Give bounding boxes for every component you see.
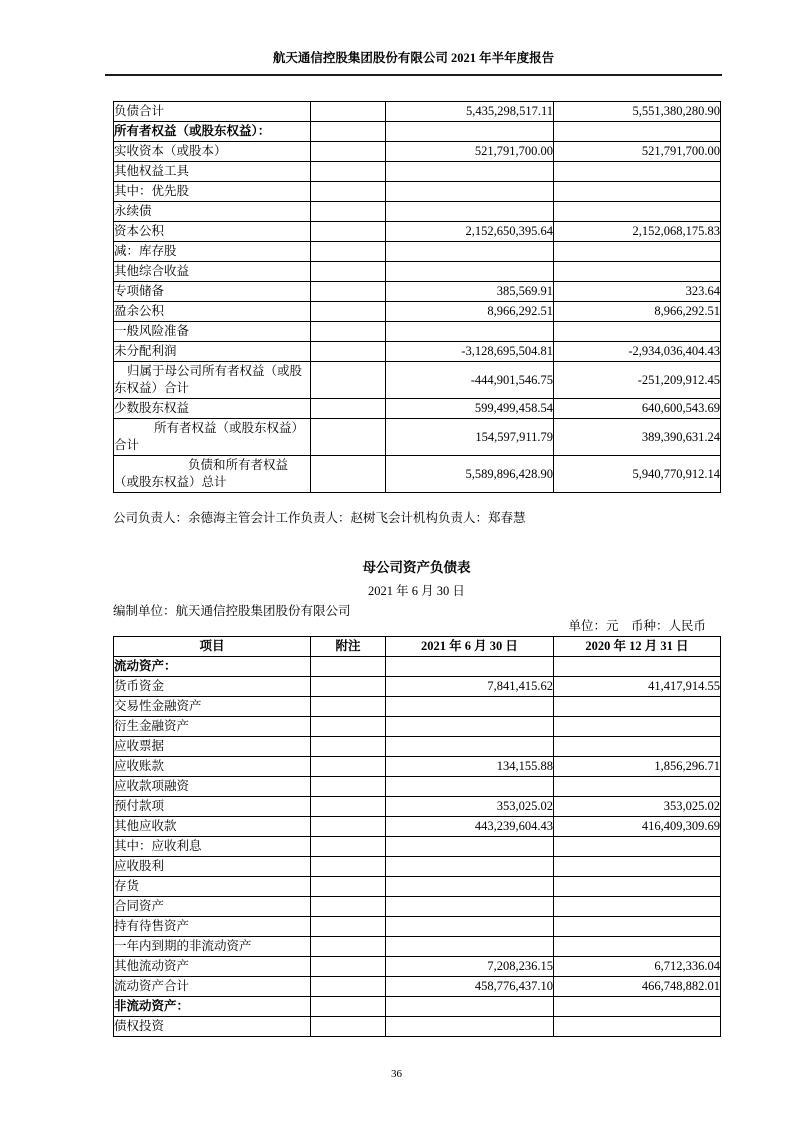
value-cell: 521,791,700.00 (554, 142, 721, 162)
value-cell: 6,712,336.04 (554, 957, 721, 977)
table-row (114, 262, 721, 282)
value-cell: 353,025.02 (386, 797, 554, 817)
note-cell (311, 817, 386, 837)
item-cell: 负债合计 (114, 102, 311, 122)
value-cell: -2,934,036,404.43 (554, 342, 721, 362)
note-cell (311, 322, 386, 342)
table-row (114, 997, 721, 1017)
note-cell (311, 757, 386, 777)
table-row (114, 777, 721, 797)
consolidated-balance-sheet-continued (113, 101, 721, 493)
table-row (114, 282, 721, 302)
table-row (114, 122, 721, 142)
value-cell: 8,966,292.51 (386, 302, 554, 322)
value-cell: 521,791,700.00 (386, 142, 554, 162)
value-cell (554, 877, 721, 897)
column-header-note: 附注 (311, 637, 386, 657)
note-cell (311, 282, 386, 302)
item-cell: 少数股东权益 (114, 399, 311, 419)
value-cell: -444,901,546.75 (386, 362, 554, 399)
value-cell (386, 937, 554, 957)
item-cell: 预付款项 (114, 797, 311, 817)
item-cell: 专项储备 (114, 282, 311, 302)
note-cell (311, 677, 386, 697)
note-cell (311, 877, 386, 897)
table-row (114, 697, 721, 717)
value-cell: 443,239,604.43 (386, 817, 554, 837)
value-cell: -251,209,912.45 (554, 362, 721, 399)
value-cell: 2,152,650,395.64 (386, 222, 554, 242)
item-cell: 持有待售资产 (114, 917, 311, 937)
value-cell: 385,569.91 (386, 282, 554, 302)
item-cell: 衍生金融资产 (114, 717, 311, 737)
item-cell: 其中：优先股 (114, 182, 311, 202)
value-cell: 7,841,415.62 (386, 677, 554, 697)
value-cell (386, 877, 554, 897)
value-cell (554, 1017, 721, 1037)
value-cell (554, 697, 721, 717)
note-cell (311, 122, 386, 142)
column-header-current-period: 2021 年 6 月 30 日 (386, 637, 554, 657)
item-cell: 应收款项融资 (114, 777, 311, 797)
table-row (114, 162, 721, 182)
item-cell: 应收账款 (114, 757, 311, 777)
item-cell: 所有者权益（或股东权益）合计 (114, 419, 311, 456)
value-cell (554, 937, 721, 957)
item-cell: 存货 (114, 877, 311, 897)
value-cell: 353,025.02 (554, 797, 721, 817)
value-cell (386, 122, 554, 142)
item-cell: 所有者权益（或股东权益）： (114, 122, 311, 142)
value-cell (554, 997, 721, 1017)
note-cell (311, 399, 386, 419)
item-cell: 减：库存股 (114, 242, 311, 262)
item-cell: 资本公积 (114, 222, 311, 242)
item-cell: 其他权益工具 (114, 162, 311, 182)
item-cell: 盈余公积 (114, 302, 311, 322)
value-cell (386, 917, 554, 937)
table-row (114, 456, 721, 493)
value-cell (554, 262, 721, 282)
value-cell: 323.64 (554, 282, 721, 302)
table-row (114, 102, 721, 122)
value-cell (554, 162, 721, 182)
note-cell (311, 977, 386, 997)
table-row (114, 757, 721, 777)
responsible-persons-line: 公司负责人：余德海主管会计工作负责人：赵树飞会计机构负责人：郑春慧 (113, 511, 526, 525)
table-row (114, 657, 721, 677)
value-cell: 599,499,458.54 (386, 399, 554, 419)
value-cell (386, 997, 554, 1017)
note-cell (311, 737, 386, 757)
value-cell (386, 162, 554, 182)
note-cell (311, 857, 386, 877)
note-cell (311, 777, 386, 797)
value-cell (554, 897, 721, 917)
table-row (114, 717, 721, 737)
column-header-prior-period: 2020 年 12 月 31 日 (554, 637, 721, 657)
value-cell: 5,940,770,912.14 (554, 456, 721, 493)
value-cell (554, 857, 721, 877)
table-row (114, 937, 721, 957)
note-cell (311, 342, 386, 362)
value-cell (386, 657, 554, 677)
note-cell (311, 222, 386, 242)
item-cell: 其他流动资产 (114, 957, 311, 977)
table-row (114, 677, 721, 697)
value-cell (386, 242, 554, 262)
value-cell: 640,600,543.69 (554, 399, 721, 419)
table-row (114, 362, 721, 399)
value-cell (386, 857, 554, 877)
value-cell: 458,776,437.10 (386, 977, 554, 997)
table-row (114, 737, 721, 757)
table-row (114, 817, 721, 837)
item-cell: 债权投资 (114, 1017, 311, 1037)
value-cell (554, 322, 721, 342)
table-row (114, 419, 721, 456)
value-cell: -3,128,695,504.81 (386, 342, 554, 362)
table-row (114, 222, 721, 242)
value-cell: 41,417,914.55 (554, 677, 721, 697)
note-cell (311, 102, 386, 122)
value-cell: 2,152,068,175.83 (554, 222, 721, 242)
value-cell (554, 122, 721, 142)
note-cell (311, 162, 386, 182)
table-row (114, 302, 721, 322)
value-cell: 416,409,309.69 (554, 817, 721, 837)
item-cell: 流动资产： (114, 657, 311, 677)
item-cell: 一般风险准备 (114, 322, 311, 342)
value-cell (554, 202, 721, 222)
value-cell (386, 897, 554, 917)
value-cell (554, 777, 721, 797)
table-row (114, 202, 721, 222)
value-cell (386, 737, 554, 757)
note-cell (311, 362, 386, 399)
value-cell (386, 262, 554, 282)
table-row (114, 182, 721, 202)
item-cell: 永续债 (114, 202, 311, 222)
column-header-item: 项目 (114, 637, 311, 657)
statement-date: 2021 年 6 月 30 日 (368, 584, 465, 598)
item-cell: 其他综合收益 (114, 262, 311, 282)
item-cell: 货币资金 (114, 677, 311, 697)
table-row (114, 242, 721, 262)
value-cell: 134,155.88 (386, 757, 554, 777)
item-cell: 归属于母公司所有者权益（或股东权益）合计 (114, 362, 311, 399)
note-cell (311, 202, 386, 222)
note-cell (311, 697, 386, 717)
item-cell: 负债和所有者权益（或股东权益）总计 (114, 456, 311, 493)
note-cell (311, 419, 386, 456)
table-row (114, 977, 721, 997)
value-cell: 1,856,296.71 (554, 757, 721, 777)
parent-company-balance-sheet (113, 636, 721, 1037)
note-cell (311, 242, 386, 262)
value-cell: 8,966,292.51 (554, 302, 721, 322)
page-number: 36 (391, 1068, 402, 1080)
table-row (114, 1017, 721, 1037)
note-cell (311, 937, 386, 957)
value-cell (386, 837, 554, 857)
unit-currency-note: 单位：元 币种：人民币 (568, 619, 706, 633)
note-cell (311, 917, 386, 937)
value-cell (554, 182, 721, 202)
note-cell (311, 837, 386, 857)
value-cell: 466,748,882.01 (554, 977, 721, 997)
value-cell (386, 717, 554, 737)
table-row (114, 857, 721, 877)
table-row (114, 917, 721, 937)
value-cell (554, 917, 721, 937)
item-cell: 交易性金融资产 (114, 697, 311, 717)
value-cell (554, 837, 721, 857)
table-row (114, 957, 721, 977)
note-cell (311, 182, 386, 202)
item-cell: 流动资产合计 (114, 977, 311, 997)
page-header-title: 航天通信控股集团股份有限公司 2021 年半年度报告 (272, 51, 555, 65)
value-cell (386, 777, 554, 797)
table-row (114, 142, 721, 162)
note-cell (311, 142, 386, 162)
page-header (105, 50, 722, 76)
item-cell: 合同资产 (114, 897, 311, 917)
value-cell (386, 182, 554, 202)
value-cell (386, 202, 554, 222)
item-cell: 实收资本（或股本） (114, 142, 311, 162)
table-row (114, 399, 721, 419)
table-row (114, 897, 721, 917)
note-cell (311, 302, 386, 322)
item-cell: 未分配利润 (114, 342, 311, 362)
value-cell: 5,435,298,517.11 (386, 102, 554, 122)
value-cell (386, 697, 554, 717)
item-cell: 其中：应收利息 (114, 837, 311, 857)
value-cell: 154,597,911.79 (386, 419, 554, 456)
note-cell (311, 456, 386, 493)
table-row (114, 797, 721, 817)
note-cell (311, 1017, 386, 1037)
note-cell (311, 797, 386, 817)
note-cell (311, 997, 386, 1017)
value-cell (554, 242, 721, 262)
table-row (114, 342, 721, 362)
item-cell: 应收票据 (114, 737, 311, 757)
value-cell: 389,390,631.24 (554, 419, 721, 456)
note-cell (311, 717, 386, 737)
item-cell: 一年内到期的非流动资产 (114, 937, 311, 957)
statement-title: 母公司资产负债表 (362, 560, 471, 575)
value-cell (386, 322, 554, 342)
table-row (114, 837, 721, 857)
note-cell (311, 957, 386, 977)
table-header-row (114, 637, 721, 657)
item-cell: 其他应收款 (114, 817, 311, 837)
note-cell (311, 897, 386, 917)
value-cell (554, 717, 721, 737)
table-row (114, 322, 721, 342)
value-cell: 5,589,896,428.90 (386, 456, 554, 493)
value-cell: 5,551,380,280.90 (554, 102, 721, 122)
value-cell: 7,208,236.15 (386, 957, 554, 977)
prepared-by: 编制单位：航天通信控股集团股份有限公司 (113, 604, 351, 618)
value-cell (554, 657, 721, 677)
value-cell (386, 1017, 554, 1037)
note-cell (311, 262, 386, 282)
item-cell: 应收股利 (114, 857, 311, 877)
table-row (114, 877, 721, 897)
item-cell: 非流动资产： (114, 997, 311, 1017)
value-cell (554, 737, 721, 757)
note-cell (311, 657, 386, 677)
